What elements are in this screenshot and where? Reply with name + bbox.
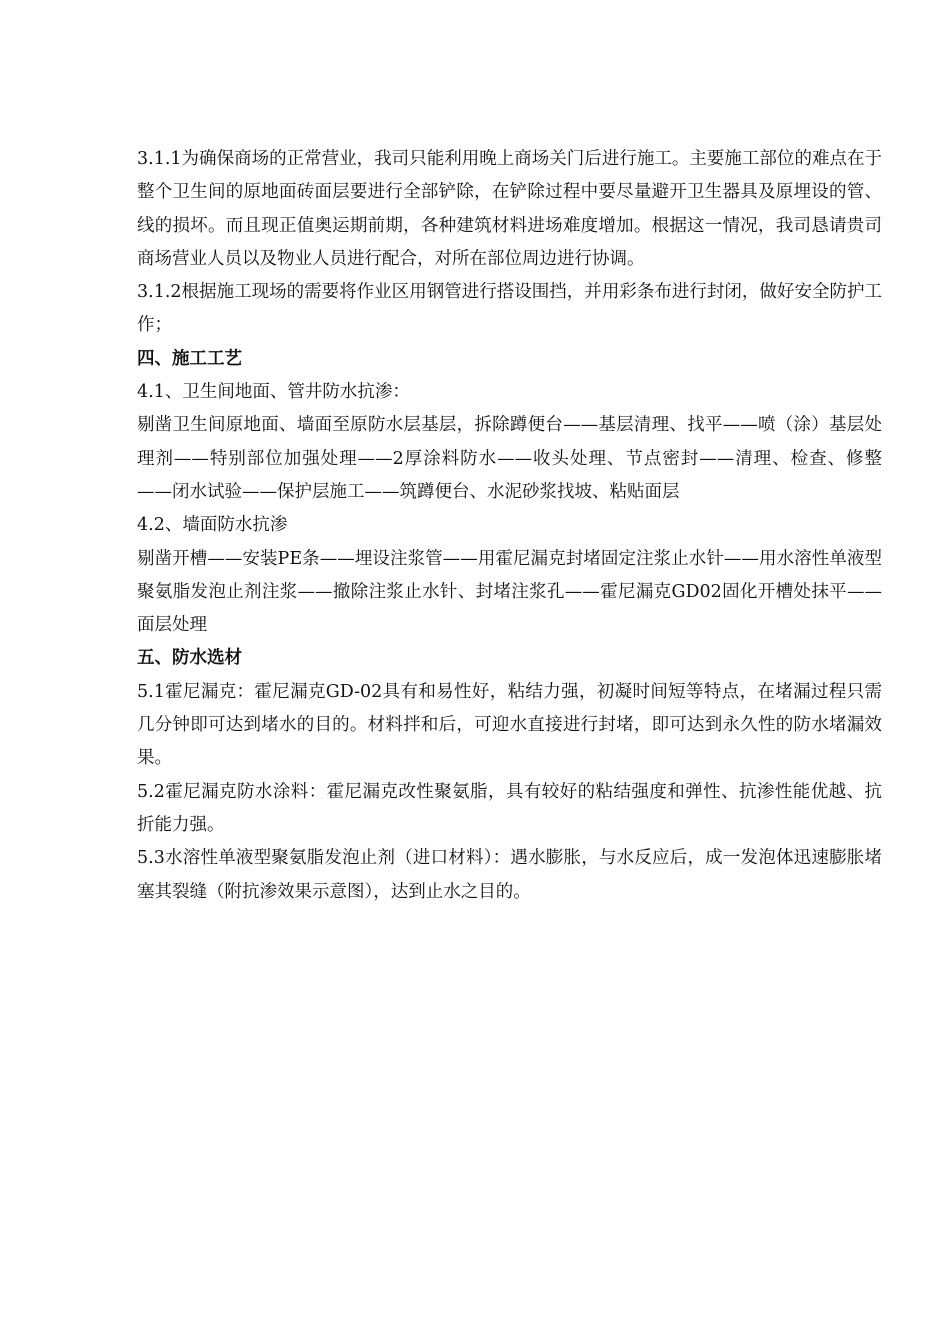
section-heading-5: 五、防水选材 — [137, 648, 242, 669]
subheading-4-2: 4.2、墙面防水抗渗 — [137, 515, 288, 536]
paragraph-4-2-process: 剔凿开槽——安装PE条——埋设注浆管——用霍尼漏克封堵固定注浆止水针——用水溶性单液型聚氨脂发泡止剂注浆——撤除注浆止水针、封堵注浆孔——霍尼漏克GD02固化开槽处抹平——面层处理 — [137, 548, 882, 636]
paragraph-5-3: 5.3水溶性单液型聚氨脂发泡止剂（进口材料）：遇水膨胀，与水反应后，成一发泡体迅速膨胀堵塞其裂缝（附抗渗效果示意图），达到止水之目的。 — [137, 848, 882, 902]
section-heading-4: 四、施工工艺 — [137, 348, 242, 369]
paragraph-3-1-2: 3.1.2根据施工现场的需要将作业区用钢管进行搭设围挡，并用彩条布进行封闭，做好安全防护工作； — [137, 282, 882, 336]
paragraph-5-1: 5.1霍尼漏克：霍尼漏克GD-02具有和易性好，粘结力强，初凝时间短等特点，在堵漏过程只需几分钟即可达到堵水的目的。材料拌和后，可迎水直接进行封堵，即可达到永久性的防水堵漏效果。 — [137, 681, 882, 769]
subheading-4-1: 4.1、卫生间地面、管井防水抗渗： — [137, 382, 410, 403]
paragraph-4-1-process: 剔凿卫生间原地面、墙面至原防水层基层，拆除蹲便台——基层清理、找平——喷（涂）基层处理剂——特别部位加强处理——2厚涂料防水——收头处理、节点密封——清理、检查、修整——闭水试验——保护层施工——筑蹲便台、水泥砂浆找坡、粘贴面层 — [137, 415, 882, 502]
document-body — [137, 143, 882, 909]
paragraph-3-1-1: 3.1.1为确保商场的正常营业，我司只能利用晚上商场关门后进行施工。主要施工部位的难点在于整个卫生间的原地面砖面层要进行全部铲除，在铲除过程中要尽量避开卫生器具及原埋设的管、线的损坏。而且现正值奥运期前期，各种建筑材料进场难度增加。根据这一情况，我司恳请贵司商场营业人员以及物业人员进行配合，对所在部位周边进行协调。 — [137, 149, 882, 269]
paragraph-5-2: 5.2霍尼漏克防水涂料：霍尼漏克改性聚氨脂，具有较好的粘结强度和弹性、抗渗性能优越、抗折能力强。 — [137, 781, 882, 835]
